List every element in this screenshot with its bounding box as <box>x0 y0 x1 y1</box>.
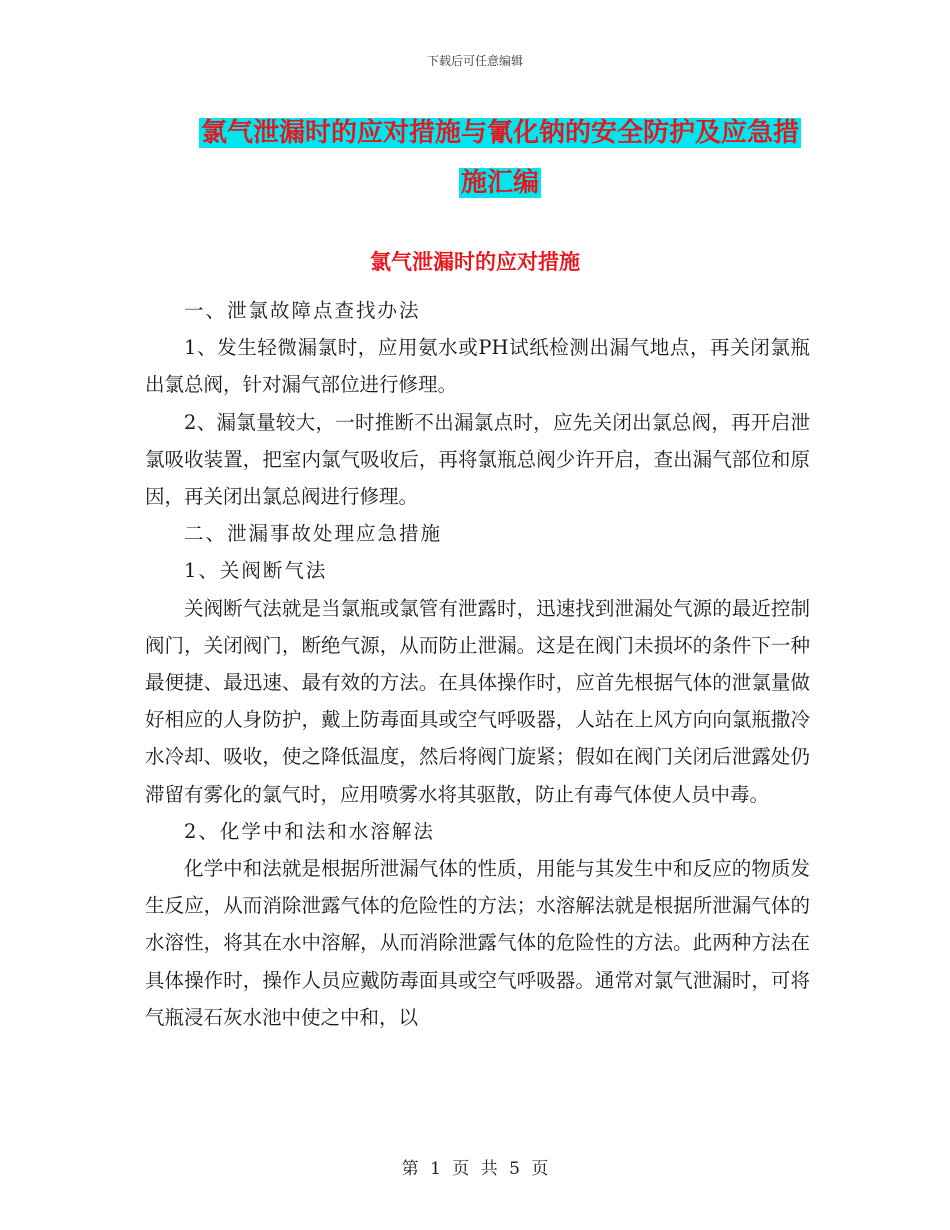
section-title: 氯气泄漏时的应对措施 <box>370 249 580 274</box>
page-header: 下载后可任意编辑 <box>426 54 523 68</box>
paragraph-subheading-1: 1、关阀断气法 <box>184 559 328 583</box>
document-body <box>145 292 810 1036</box>
paragraph: 化学中和法就是根据所泄漏气体的性质，用能与其发生中和反应的物质发生反应，从而消除泄露气体的危险性的方法；水溶解法就是根据所泄漏气体的水溶性，将其在水中溶解，从而消除泄露气体的危险性的方法。此两种方法在具体操作时，操作人员应戴防毒面具或空气呼吸器。通常对氯气泄漏时，可将气瓶浸石灰水池中使之中和，以 <box>145 857 810 1029</box>
document-title-line-2: 施汇编 <box>460 168 539 198</box>
paragraph: 关阀断气法就是当氯瓶或氯管有泄露时，迅速找到泄漏处气源的最近控制阀门，关闭阀门，断绝气源，从而防止泄漏。这是在阀门未损坏的条件下一种最便捷、最迅速、最有效的方法。在具体操作时，应首先根据气体的泄氯量做好相应的人身防护，戴上防毒面具或空气呼吸器，人站在上风方向向氯瓶撒冷水冷却、吸收，使之降低温度，然后将阀门旋紧；假如在阀门关闭后泄露处仍滞留有雾化的氯气时，应用喷雾水将其驱散，防止有毒气体使人员中毒。 <box>145 596 810 806</box>
page-footer: 第 1 页 共 5 页 <box>401 1159 549 1179</box>
document-title-line-1: 氯气泄漏时的应对措施与氰化钠的安全防护及应急措 <box>200 118 799 148</box>
paragraph: 1、发生轻微漏氯时，应用氨水或PH试纸检测出漏气地点，再关闭氯瓶出氯总阀，针对漏气部位进行修理。 <box>145 336 810 397</box>
paragraph-heading-2: 二、泄漏事故处理应急措施 <box>184 522 443 546</box>
paragraph: 2、漏氯量较大，一时推断不出漏氯点时，应先关闭出氯总阀，再开启泄氯吸收装置，把室内氯气吸收后，再将氯瓶总阀少许开启，查出漏气部位和原因，再关闭出氯总阀进行修理。 <box>145 410 810 509</box>
document-title <box>150 108 850 208</box>
paragraph-heading-1: 一、泄氯故障点查找办法 <box>184 299 421 322</box>
paragraph-subheading-2: 2、化学中和法和水溶解法 <box>184 819 435 843</box>
